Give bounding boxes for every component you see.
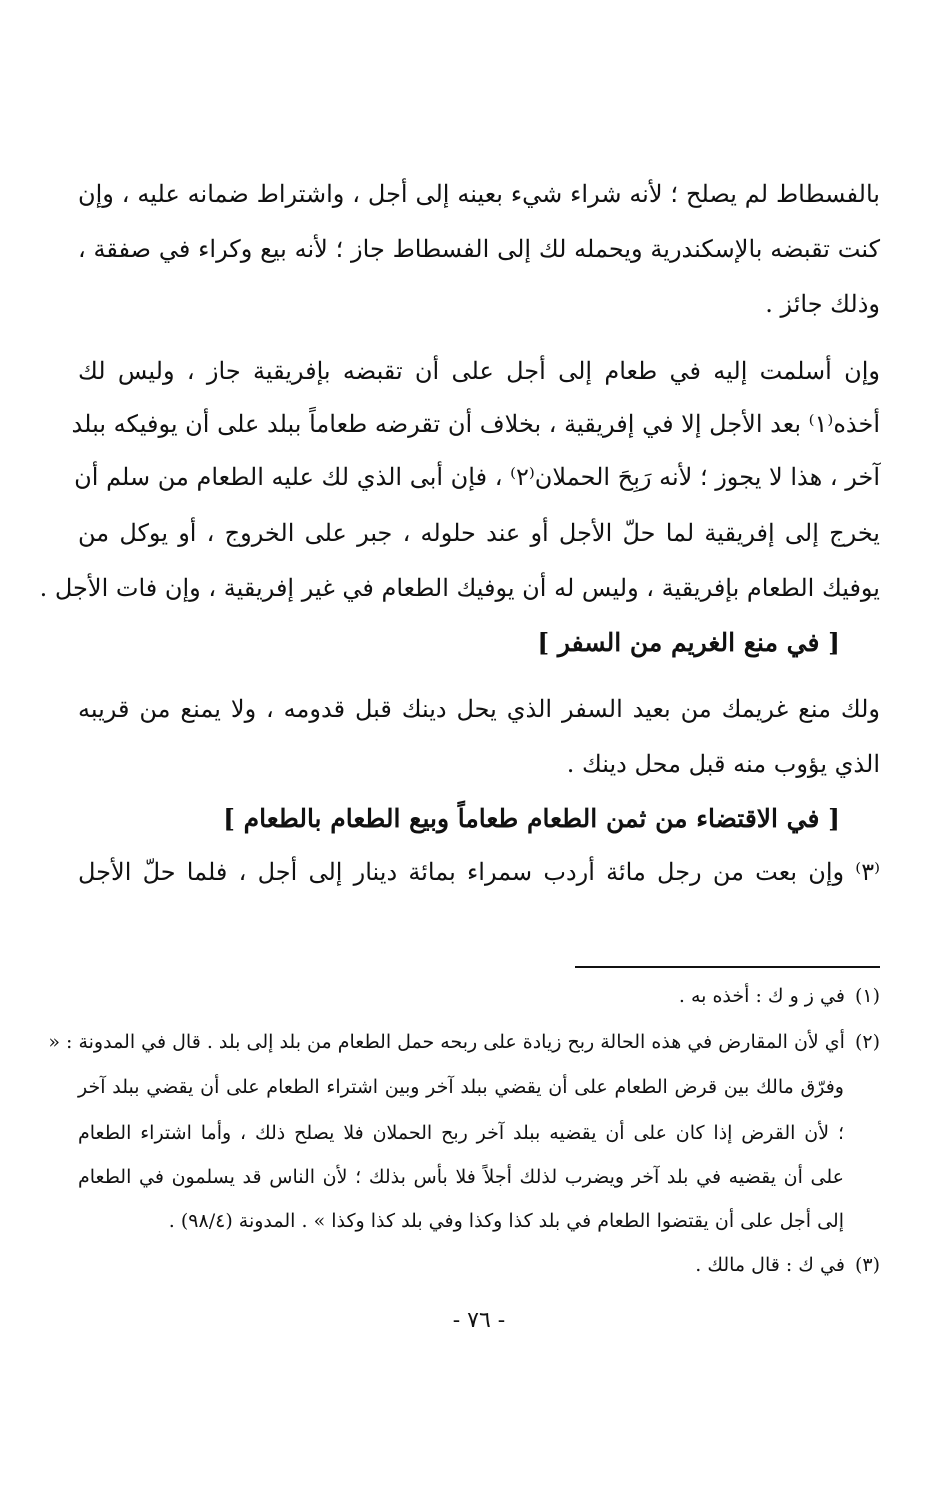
body-line: يخرج إلى إفريقية لما حلّ الأجل أو عند حلوله ، جبر على الخروج ، أو يوكل من — [78, 519, 880, 547]
footnote — [48, 1031, 880, 1053]
page-number: - ٧٦ - — [452, 1308, 506, 1333]
footnote-text: في ز و ك : أخذه به . — [678, 985, 845, 1007]
footnote-number: (٣) — [854, 1254, 880, 1276]
footnote-line: على أن يقضيه في بلد آخر ويضرب لذلك أجلاً فلا بأس بذلك ؛ لأن الناس قد يسلمون في الطعام — [78, 1166, 844, 1188]
body-line: يوفيك الطعام بإفريقية ، وليس له أن يوفيك الطعام في غير إفريقية ، وإن فات الأجل . — [39, 574, 880, 602]
book-page — [39, 0, 881, 1498]
footnote-line: إلى أجل على أن يقتضوا الطعام في بلد كذا وكذا وفي بلد كذا وكذا » . المدونة (٩٨/٤) . — [168, 1210, 844, 1232]
body-line: ولك منع غريمك من بعيد السفر الذي يحل دينك قبل قدومه ، ولا يمنع من قريبه — [78, 695, 881, 723]
body-line: الذي يؤوب منه قبل محل دينك . — [566, 750, 880, 778]
footnote-text: في ك : قال مالك . — [695, 1254, 845, 1276]
footnote — [78, 985, 880, 1007]
footnote-number: (١) — [854, 985, 880, 1007]
body-line: وذلك جائز . — [765, 290, 880, 318]
footnote-number: (٢) — [854, 1031, 880, 1053]
body-line: بالفسطاط لم يصلح ؛ لأنه شراء شيء بعينه إلى أجل ، واشتراط ضمانه عليه ، وإن — [78, 180, 880, 208]
footnote-line: وفرّق مالك بين قرض الطعام على أن يقضي ببلد آخر وبين اشتراء الطعام على أن يقضي ببلد آخر — [78, 1076, 844, 1098]
body-line: أخذه⁽١⁾ بعد الأجل إلا في إفريقية ، بخلاف أن تقرضه طعاماً ببلد على أن يوفيكه ببلد — [71, 410, 880, 438]
body-line: وإن أسلمت إليه في طعام إلى أجل على أن تقبضه بإفريقية جاز ، وليس لك — [78, 357, 880, 385]
body-line: ⁽٣⁾ وإن بعت من رجل مائة أردب سمراء بمائة دينار إلى أجل ، فلما حلّ الأجل — [78, 858, 880, 886]
section-heading: [ في منع الغريم من السفر ] — [537, 628, 840, 657]
footnote-text: أي لأن المقارض في هذه الحالة ربح زيادة على ربحه حمل الطعام من بلد إلى بلد . قال في المدونة : « — [48, 1031, 845, 1053]
footnote-line: ؛ لأن القرض إذا كان على أن يقضيه ببلد آخر ربح الحملان فلا يصلح ذلك ، وأما اشتراء الطعام — [78, 1122, 844, 1144]
body-line: آخر ، هذا لا يجوز ؛ لأنه رَبِحَ الحملان⁽٢⁾ ، فإن أبى الذي لك عليه الطعام من سلم أن — [74, 463, 880, 491]
section-heading: [ في الاقتضاء من ثمن الطعام طعاماً وبيع الطعام بالطعام ] — [223, 804, 840, 833]
footnote — [78, 1254, 880, 1276]
body-line: كنت تقبضه بالإسكندرية ويحمله لك إلى الفسطاط جاز ؛ لأنه بيع وكراء في صفقة ، — [78, 235, 880, 263]
footnote-separator — [575, 966, 880, 968]
